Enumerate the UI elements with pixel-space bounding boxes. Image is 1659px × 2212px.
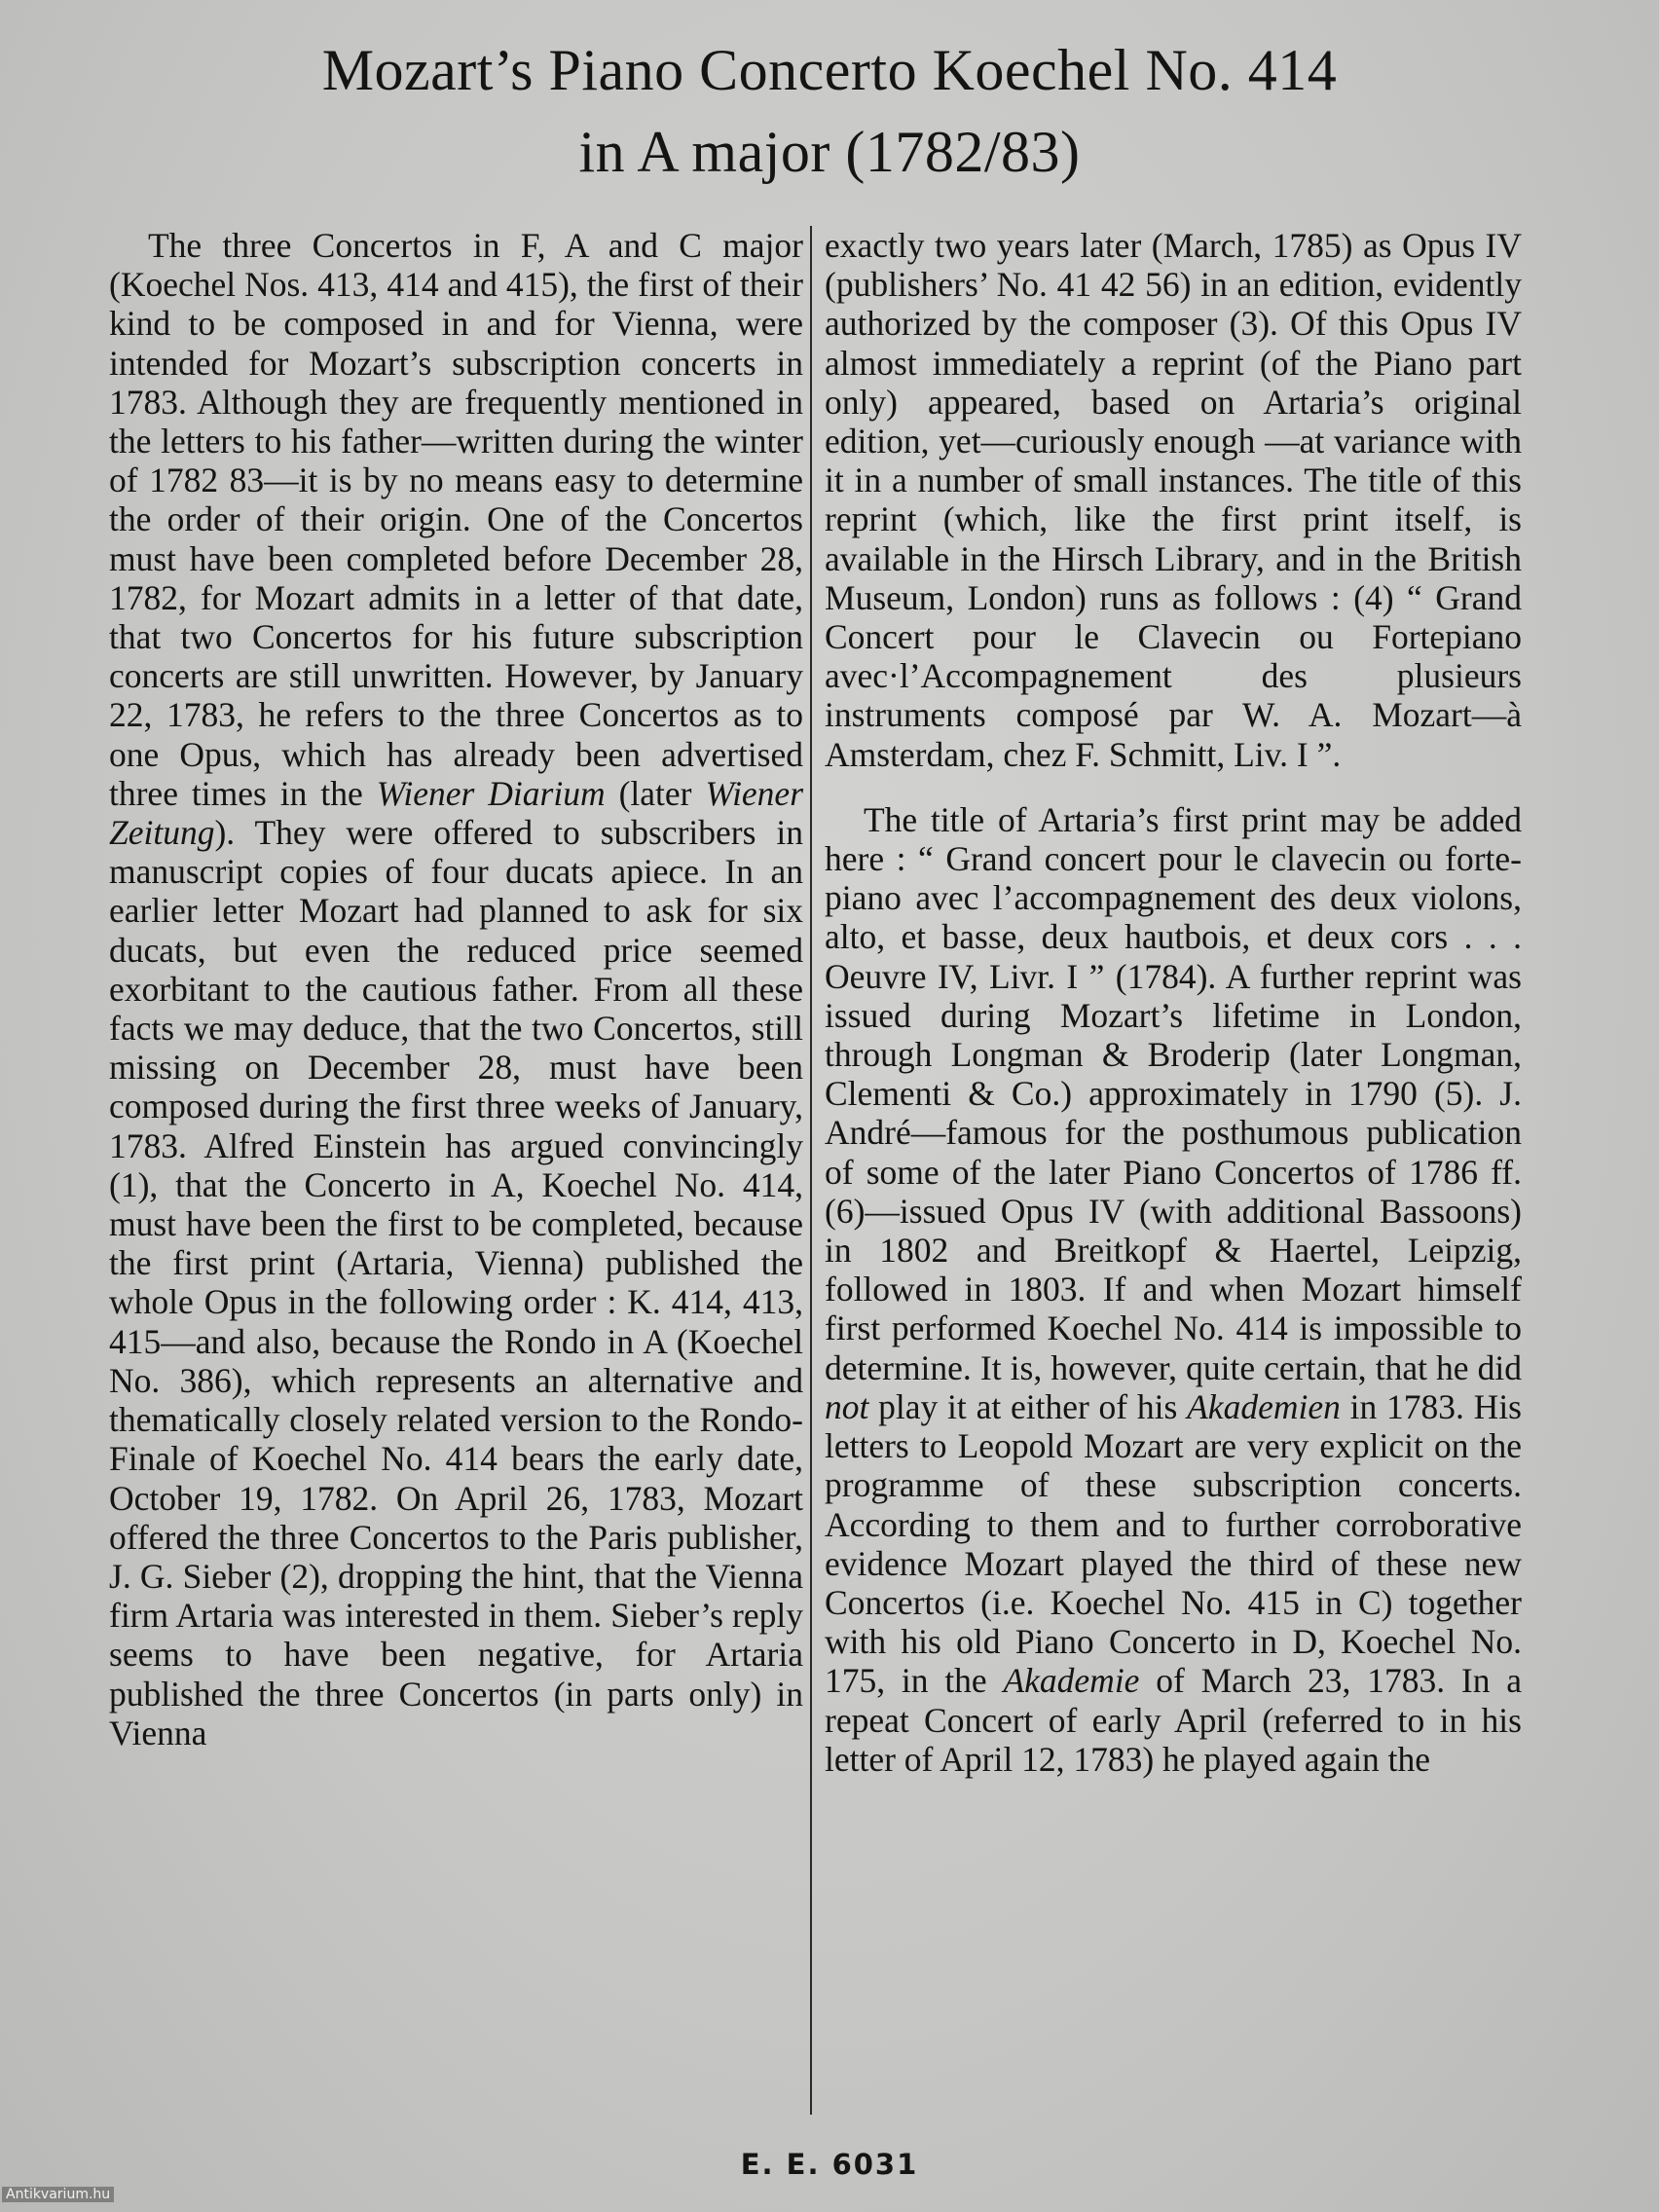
italic-word: not xyxy=(825,1386,869,1426)
title-line-1: Mozart’s Piano Concerto Koechel No. 414 xyxy=(321,38,1338,102)
text-run: The three Concertos in F, A and C major (Koechel Nos. 413, 414 and 415), the first of their kind to be composed in and for Vienna, were intended for Mozart’s subscription concerts in 1783. Although they are frequently mentioned in the letters to his father—written during the winter of 1782 83—it is by no means easy to determine the order of their origin. One of the Concertos must have been completed before December 28, 1782, for Mozart admits in a letter of that date, that two Concertos for his future subscription concerts are still unwritten. However, by January 22, 1783, he refers to the three Concertos as to one Opus, which has already been advertised three times in the xyxy=(109,226,803,813)
italic-title: Wiener Diarium xyxy=(376,773,606,813)
text-run: (later xyxy=(605,773,706,813)
text-run: The title of Artaria’s first print may be added here : “ Grand concert pour le clavecin ou forte-piano avec l’accompagnement des deux violons, alto, et basse, deux hautbois, et deux cors . . . Oeuvre IV, Livr. I ” (1784). A further reprint was issued during Mozart’s lifetime in London, through Longman & Broderip (later Longman, Clementi & Co.) approximately in 1790 (5). J. André—famous for the posthumous publication of some of the later Piano Concertos of 1786 ff. (6)—issued Opus IV (with additional Bassoons) in 1802 and Breitkopf & Haertel, Leipzig, followed in 1803. If and when Mozart himself first performed Koechel No. 414 is impossible to determine. It is, however, quite certain, that he did xyxy=(825,799,1522,1387)
right-paragraph-1: exactly two years later (March, 1785) as Opus IV (publishers’ No. 41 42 56) in an edition, evidently authorized by the composer (3). Of this Opus IV almost immediately a reprint (of the Piano part only) appeared, based on Artaria’s original edition, yet—curiously enough —at variance with it in a number of small instances. The title of this reprint (which, like the first print itself, is available in the Hirsch Library, and in the British Museum, London) runs as follows : (4) “ Grand Concert pour le Clavecin ou Fortepiano avec·l’Accompagnement des plusieurs instruments composé par W. A. Mozart—à Amsterdam, chez F. Schmitt, Liv. I ”. xyxy=(825,226,1522,774)
text-run: play it at either of his xyxy=(868,1386,1188,1426)
text-run: of March 23, 1783. In a repeat Concert of early April (referred to in his letter of April 12, 1783) he played again the xyxy=(825,1661,1522,1779)
text-run: in 1783. His letters to Leopold Mozart are very explicit on the programme of these subscription concerts. According to them and to further corroborative evidence Mozart played the third of these new Concertos (i.e. Koechel No. 415 in C) together with his old Piano Concerto in D, Koechel No. 175, in the xyxy=(825,1386,1522,1701)
right-column xyxy=(825,226,1522,1779)
right-paragraph-2 xyxy=(825,800,1522,1779)
text-run: ). They were offered to subscribers in manuscript copies of four ducats apiece. In an earlier letter Mozart had planned to ask for six ducats, but even the reduced price seemed exorbitant to the cautious father. From all these facts we may deduce, that the two Concertos, still missing on December 28, must have been composed during the first three weeks of January, 1783. Alfred Einstein has argued convincingly (1), that the Concerto in A, Koechel No. 414, must have been the first to be completed, because the first print (Artaria, Vienna) published the whole Opus in the following order : K. 414, 413, 415—and also, because the Rondo in A (Koechel No. 386), which represents an alternative and thematically closely related version to the Rondo-Finale of Koechel No. 414 bears the early date, October 19, 1782. On April 26, 1783, Mozart offered the three Concertos to the Paris publisher, J. G. Sieber (2), dropping the hint, that the Vienna firm Artaria was interested in them. Sieber’s reply seems to have been negative, for Artaria published the three Concertos (in parts only) in Vienna xyxy=(109,813,803,1752)
italic-word: Akademie xyxy=(1003,1661,1140,1701)
watermark: Antikvarium.hu xyxy=(2,2187,114,2202)
italic-word: Akademien xyxy=(1187,1386,1341,1426)
left-column xyxy=(109,226,803,1752)
italic-title: Wiener Zeitung xyxy=(109,773,804,853)
column-divider xyxy=(810,226,812,2115)
title-line-2: in A major (1782/83) xyxy=(578,120,1081,184)
plate-number: E. E. 6031 xyxy=(740,2148,919,2181)
page-title xyxy=(0,29,1659,193)
left-paragraph xyxy=(109,226,803,1752)
